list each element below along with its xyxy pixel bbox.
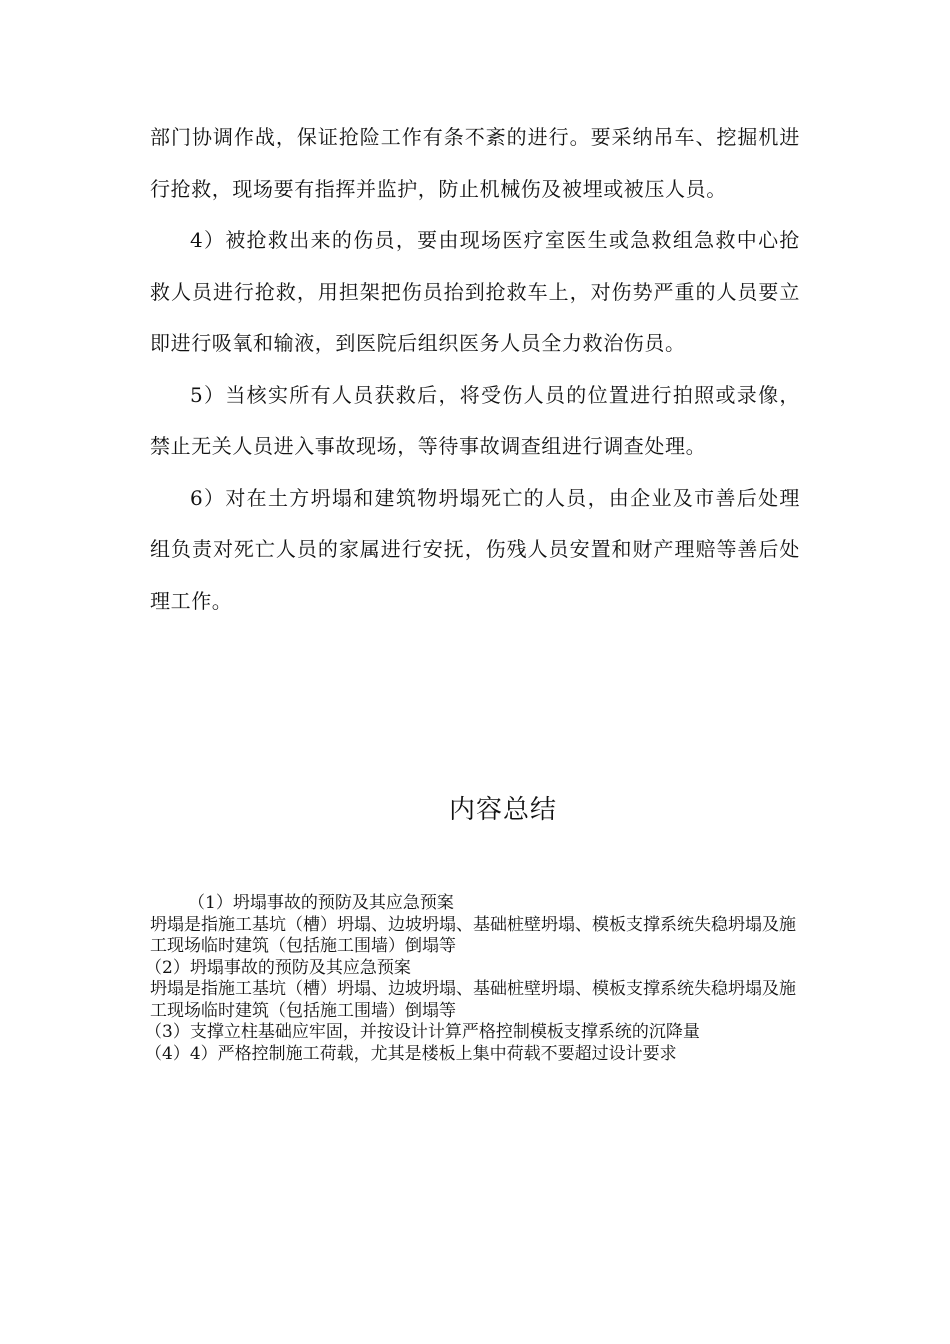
paragraph-injured-rescue: 4）被抢救出来的伤员，要由现场医疗室医生或急救组急救中心抢救人员进行抢救，用担架把伤员抬到抢救车上，对伤势严重的人员要立即进行吸氧和输液，到医院后组织医务人员全力救治伤员。: [150, 228, 800, 355]
summary-section: [145, 893, 796, 1065]
summary-item: （1）坍塌事故的预防及其应急预案: [188, 893, 454, 913]
summary-item: 坍塌是指施工基坑（槽）坍塌、边坡坍塌、基础桩壁坍塌、模板支撑系统失稳坍塌及施工现场临时建筑（包括施工围墙）倒塌等: [150, 914, 796, 956]
paragraph-scene-record: 5）当核实所有人员获救后，将受伤人员的位置进行拍照或录像，禁止无关人员进入事故现场，等待事故调查组进行调查处理。: [150, 382, 800, 458]
summary-item: （4）4）严格控制施工荷载，尤其是楼板上集中荷载不要超过设计要求: [145, 1043, 677, 1064]
summary-item: （3）支撑立柱基础应牢固，并按设计计算严格控制模板支撑系统的沉降量: [145, 1022, 700, 1042]
paragraph-aftermath: 6）对在土方坍塌和建筑物坍塌死亡的人员，由企业及市善后处理组负责对死亡人员的家属进行安抚，伤残人员安置和财产理赔等善后处理工作。: [150, 485, 800, 613]
summary-item: 坍塌是指施工基坑（槽）坍塌、边坡坍塌、基础桩壁坍塌、模板支撑系统失稳坍塌及施工现场临时建筑（包括施工围墙）倒塌等: [150, 979, 796, 1021]
paragraph-rescue-coordination: 部门协调作战，保证抢险工作有条不紊的进行。要采纳吊车、挖掘机进行抢救，现场要有指挥并监护，防止机械伤及被埋或被压人员。: [150, 125, 800, 201]
body-text: [150, 112, 800, 627]
summary-title: 内容总结: [448, 795, 557, 825]
summary-item: （2）坍塌事故的预防及其应急预案: [145, 957, 411, 978]
